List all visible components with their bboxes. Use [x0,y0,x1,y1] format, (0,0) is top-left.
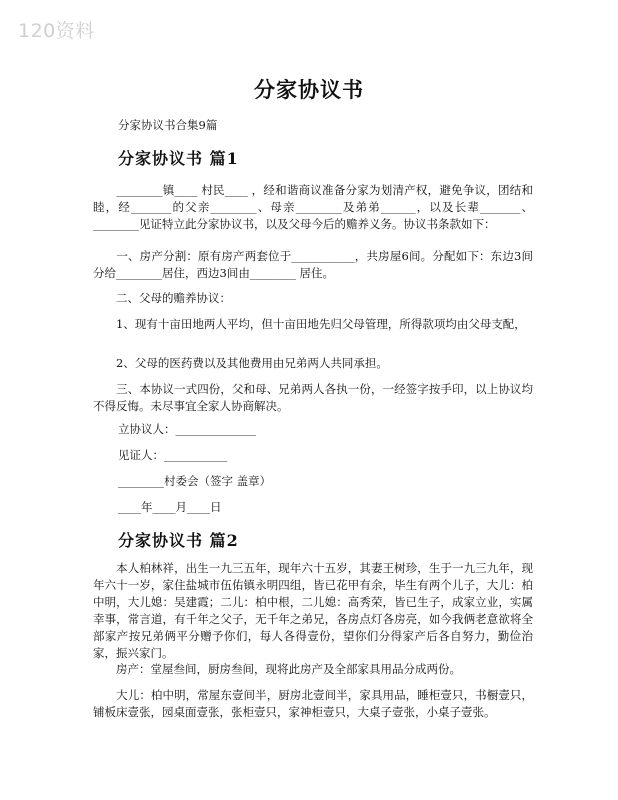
signature-witness: 见证人：___________ [118,448,228,462]
section-1-item-1: 一、房产分割：原有房产两套位于___________，共房屋6间。分配如下：东边3间分给________居住，西边3间由________ 居住。 [93,249,533,280]
signature-date: ____年____月____日 [118,500,222,514]
section-2-paragraph-2: 房产：堂屋叁间，厨房叁间，现将此房产及全部家具用品分成两份。 [93,662,461,676]
document-subtitle: 分家协议书合集9篇 [118,118,218,132]
section-1-item-2-2: 2、父母的医药费以及其他费用由兄弟两人共同承担。 [93,356,388,370]
document-title: 分家协议书 [254,77,364,102]
section-1-item-2: 二、父母的赡养协议： [93,291,231,305]
watermark: 120资料 [18,20,95,42]
section-1-intro: ________镇____ 村民____ ，经和谐商议准备分家为划清产权，避免争议，团结和睦，经_______的父亲________、母亲________及弟弟______，以及长辈_______、________见证特立此分家协议书，以及父母今后的赡养义务。协议书条款如下： [93,183,533,231]
section-2-paragraph-3: 大儿：柏中明，常屋东壹间半，厨房北壹间半，家具用品，睡柜壹只，书橱壹只，铺板床壹张，园桌面壹张，张柜壹只，家神柜壹只，大桌子壹张，小桌子壹张。 [93,688,533,719]
section-2-paragraph-1: 本人柏林祥，出生一九三五年，现年六十五岁，其妻王树珍，生于一九三九年，现年六十一岁，家住盐城市伍佑镇永明四组，皆已花甲有余，毕生有两个儿子，大儿：柏中明，大儿媳：吴建霞；二儿：柏中根，二儿媳：高秀荣，皆已生子，成家立业，实属幸事，常言道，有千年之父子，无千年之弟兄，各房点灯各房亮，如今我俩老意欲将全部家产按兄弟俩平分赠予你们，每人各得壹份，望你们分得家产后各自努力，勤俭治家，振兴家门。 [93,561,533,660]
signature-party: 立协议人：______________ [118,422,256,436]
section-1-item-2-1: 1、现有十亩田地两人平均，但十亩田地先归父母管理，所得款项均由父母支配， [93,317,526,331]
section-1-heading: 分家协议书 篇1 [118,149,239,168]
section-1-item-3: 三、本协议一式四份，父和母、兄弟两人各执一份，一经签字按手印，以上协议均不得反悔。未尽事宜全家人协商解决。 [93,382,533,413]
signature-village-committee: ________村委会（签字 盖章） [118,474,272,488]
section-2-heading: 分家协议书 篇2 [118,531,239,550]
